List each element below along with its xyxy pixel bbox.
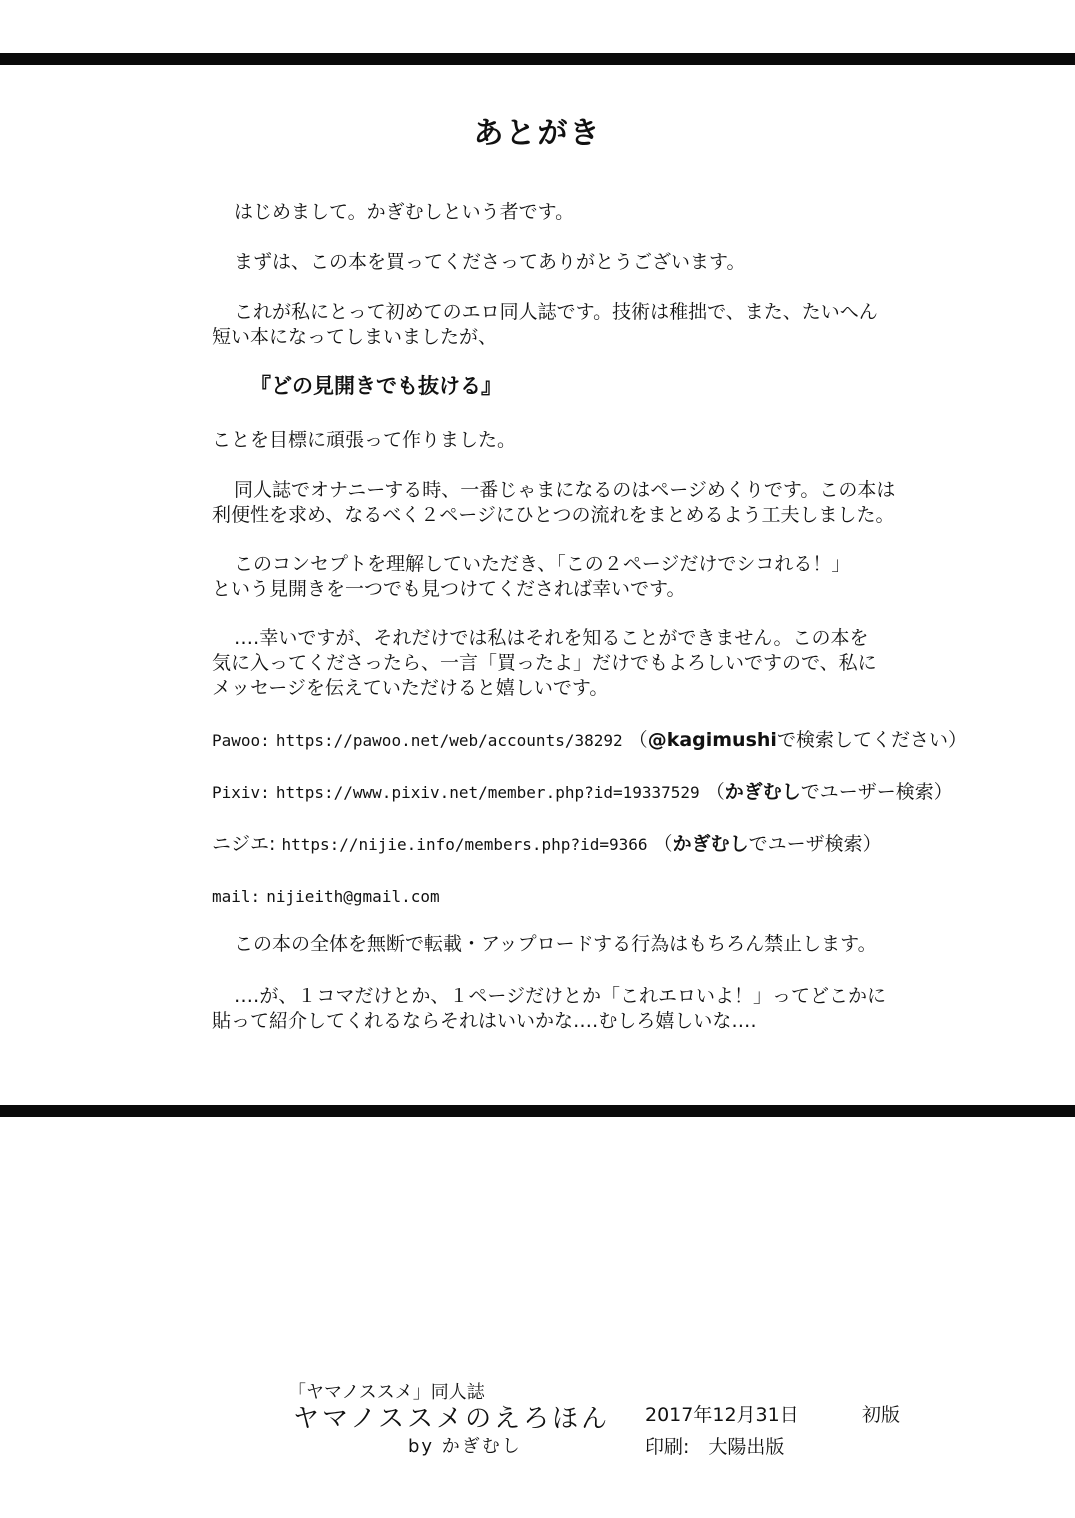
paragraph-message-line3: メッセージを伝えていただけると嬉しいです。 xyxy=(212,677,609,699)
bottom-rule xyxy=(0,1105,1075,1117)
paragraph-first-book-block xyxy=(212,300,952,350)
colophon-author: by かぎむし xyxy=(408,1436,522,1457)
pixiv-note: でユーザー検索） xyxy=(800,781,953,803)
paragraph-goal-block xyxy=(212,428,952,453)
pawoo-url[interactable]: https://pawoo.net/web/accounts/38292 xyxy=(275,731,623,750)
colophon-book-title: ヤマノススメのえろほん xyxy=(293,1404,611,1434)
paragraph-spread-block xyxy=(212,552,952,602)
paragraph-first-book-line1: これが私にとって初めてのエロ同人誌です。技術は稚拙で、また、たいへん xyxy=(234,301,878,323)
pawoo-note: で検索してください） xyxy=(776,729,967,751)
colophon-series: 「ヤマノススメ」同人誌 xyxy=(288,1382,485,1403)
pawoo-line xyxy=(212,728,967,753)
paragraph-goal: ことを目標に頑張って作りました。 xyxy=(212,429,517,451)
paragraph-message-line1: ‥‥幸いですが、それだけでは私はそれを知ることができません。この本を xyxy=(234,627,869,649)
paragraph-sharing-block xyxy=(212,984,952,1034)
nijie-open-paren: （ xyxy=(653,833,673,855)
paragraph-message-block xyxy=(212,626,952,701)
mail-address[interactable]: nijieith@gmail.com xyxy=(266,887,440,906)
pixiv-label: Pixiv: xyxy=(212,783,270,802)
nijie-url[interactable]: https://nijie.info/members.php?id=9366 xyxy=(281,835,648,854)
body-text xyxy=(212,200,952,225)
paragraph-sharing-line2: 貼って紹介してくれるならそれはいいかな‥‥むしろ嬉しいな‥‥ xyxy=(212,1010,757,1032)
nijie-note: でユーザ検索） xyxy=(748,833,882,855)
top-rule xyxy=(0,53,1075,65)
goal-phrase: 『どの見開きでも抜ける』 xyxy=(250,374,502,398)
paragraph-thanks-block xyxy=(212,250,952,275)
nijie-name: かぎむし xyxy=(672,833,749,855)
paragraph-concept-block xyxy=(212,478,952,528)
pawoo-label: Pawoo: xyxy=(212,731,270,750)
page-title: あとがき xyxy=(473,116,602,151)
paragraph-message-line2: 気に入ってくださったら、一言「買ったよ」だけでもよろしいですので、私に xyxy=(212,652,877,674)
paragraph-thanks: まずは、この本を買ってくださってありがとうございます。 xyxy=(234,251,746,273)
paragraph-prohibition: この本の全体を無断で転載・アップロードする行為はもちろん禁止します。 xyxy=(234,933,877,955)
paragraph-spread-line1: このコンセプトを理解していただき、「この２ページだけでシコれる！」 xyxy=(234,553,851,575)
colophon-date: 2017年12月31日 xyxy=(645,1404,799,1426)
paragraph-concept-line2: 利便性を求め、なるべく２ページにひとつの流れをまとめるよう工夫しました。 xyxy=(212,504,895,526)
colophon-printer: 印刷: 大陽出版 xyxy=(645,1436,785,1458)
mail-line xyxy=(212,884,952,909)
pawoo-handle: @kagimushi xyxy=(647,729,777,751)
nijie-label: ニジエ: xyxy=(212,833,276,855)
mail-label: mail: xyxy=(212,887,261,906)
goal-block xyxy=(250,374,990,399)
paragraph-first-book-line2: 短い本になってしまいましたが、 xyxy=(212,326,498,348)
paragraph-concept-line1: 同人誌でオナニーする時、一番じゃまになるのはページめくりです。この本は xyxy=(234,479,896,501)
pawoo-open-paren: （ xyxy=(628,729,648,751)
pixiv-url[interactable]: https://www.pixiv.net/member.php?id=19337529 xyxy=(275,783,700,802)
paragraph-prohibition-block xyxy=(212,932,952,957)
pixiv-line xyxy=(212,780,952,805)
paragraph-spread-line2: という見開きを一つでも見つけてくだされば幸いです。 xyxy=(212,578,686,600)
pixiv-name: かぎむし xyxy=(724,781,801,803)
nijie-line xyxy=(212,832,952,857)
paragraph-greeting: はじめまして。かぎむしという者です。 xyxy=(234,201,575,223)
pixiv-open-paren: （ xyxy=(705,781,725,803)
colophon-edition: 初版 xyxy=(862,1404,901,1426)
paragraph-sharing-line1: ‥‥が、１コマだけとか、１ページだけとか「これエロいよ！」ってどこかに xyxy=(234,985,886,1007)
